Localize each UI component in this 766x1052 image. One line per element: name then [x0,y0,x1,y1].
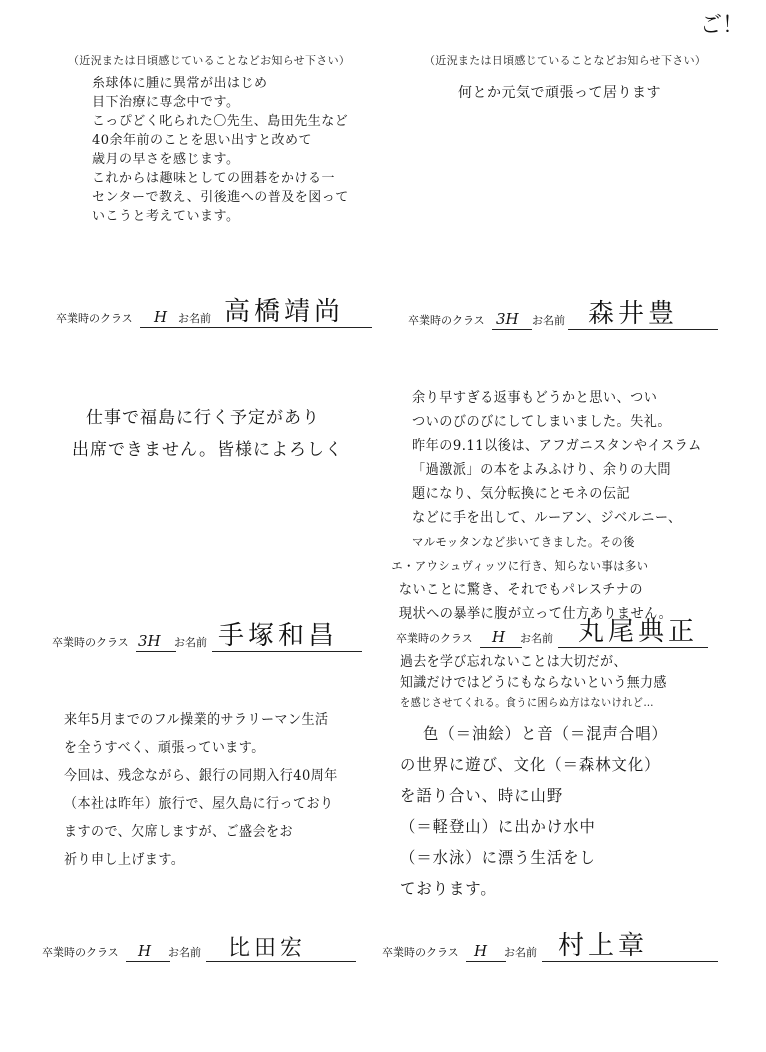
class-underline [466,961,506,962]
message-line: を全うすべく、頑張っています。 [64,740,265,756]
message-body [400,718,668,904]
message-line: を感じさせてくれる。食うに困らぬ方はないけれど… [400,696,654,709]
message-body [391,386,702,626]
message-line: 糸球体に腫に異常が出はじめ [92,76,268,91]
message-line: 過去を学び忘れないことは大切だが、 [400,654,627,670]
message-line: 今回は、残念ながら、銀行の同期入行40周年 [64,768,338,784]
class-value: H [154,308,168,326]
message-line: 色（＝油絵）と音（＝混声合唱） [423,724,668,743]
name-label: お名前 [520,632,553,645]
message-line: （本社は昨年）旅行で、屋久島に行っており [64,796,334,812]
message-line: 昨年の9.11以後は、アフガニスタンやイスラム [412,438,702,454]
message-line: 出席できません。皆様によろしく [72,440,344,460]
signature-name: 村上章 [558,931,649,961]
class-underline [126,961,170,962]
message-line: を語り合い、時に山野 [400,786,564,805]
class-label: 卒業時のクラス [52,636,129,649]
signature-name: 高橋靖尚 [224,297,345,327]
message-line: ております。 [400,879,497,898]
message-line: これからは趣味としての囲碁をかける一 [92,171,336,186]
message-line: エ・アウシュヴィッツに行き、知らない事は多い [391,559,649,573]
class-label: 卒業時のクラス [396,632,473,645]
name-label: お名前 [504,946,537,959]
message-line: ないことに驚き、それでもパレスチナの [398,582,644,598]
class-label: 卒業時のクラス [408,314,485,327]
name-row [56,297,372,330]
class-underline [140,327,226,328]
class-value: H [138,942,152,960]
signature-name: 森井豊 [588,299,679,329]
message-line: 題になり、気分転換にとモネの伝記 [412,486,631,502]
message-line: 余り早すぎる返事もどうかと思い、つい [412,390,658,406]
signature-name: 手塚和昌 [218,621,339,651]
signature-name: 丸尾典正 [578,617,699,647]
name-row [396,617,726,650]
message-line: いこうと考えています。 [92,209,240,224]
class-value: H [474,942,488,960]
message-line: 現状への暴挙に腹が立って仕方ありません。 [398,606,673,622]
prompt-heading: （近況または日頃感じていることなどお知らせ下さい） [424,54,707,67]
class-underline [136,651,176,652]
corner-mark: ご！ [700,13,745,38]
message-body [64,706,338,874]
class-label: 卒業時のクラス [42,946,119,959]
message-line: ついのびのびにしてしまいました。失礼。 [412,414,671,430]
message-body [72,402,344,466]
message-body [458,82,661,104]
message-line: 仕事で福島に行く予定があり [86,408,320,428]
class-label: 卒業時のクラス [382,946,459,959]
class-value: 3H [496,310,519,328]
message-line: マルモッタンなど歩いてきました。その後 [412,535,635,549]
message-line: 歳月の早さを感じます。 [92,152,240,167]
message-body [92,74,349,226]
name-row [42,934,358,964]
message-line: などに手を出して、ルーアン、ジベルニー、 [412,510,682,526]
class-value: H [492,628,506,646]
name-label: お名前 [168,946,201,959]
message-line: センターで教え、引後進への普及を図って [92,190,349,205]
message-line: （＝軽登山）に出かけ水中 [400,817,596,836]
message-line: 祈り申し上げます。 [64,852,185,868]
name-row [52,621,362,654]
name-row [382,931,718,964]
message-line: 何とか元気で頑張って居ります [458,85,661,101]
class-underline [492,329,532,330]
message-line: こっぴどく叱られた〇先生、島田先生など [92,114,349,129]
message-line: 「過激派」の本をよみふけり、余りの大問 [412,462,671,478]
message-line: 知識だけではどうにもならないという無力感 [400,675,667,691]
name-label: お名前 [532,314,565,327]
name-row [408,299,718,332]
class-label: 卒業時のクラス [56,312,133,325]
message-line: 来年5月までのフル操業的サラリーマン生活 [64,712,329,728]
name-label: お名前 [174,636,207,649]
message-line: （＝水泳）に漂う生活をし [400,848,596,867]
class-value: 3H [138,632,161,650]
name-label: お名前 [178,312,211,325]
signature-name: 比田宏 [228,936,307,961]
message-line: 目下治療に専念中です。 [92,95,240,110]
class-underline [480,647,522,648]
message-continuation [400,652,667,712]
message-line: の世界に遊び、文化（＝森林文化） [400,755,661,774]
message-line: 40余年前のことを思い出すと改めて [92,133,313,148]
message-line: ますので、欠席しますが、ご盛会をお [64,824,293,840]
prompt-heading: （近況または日頃感じていることなどお知らせ下さい） [68,54,351,67]
